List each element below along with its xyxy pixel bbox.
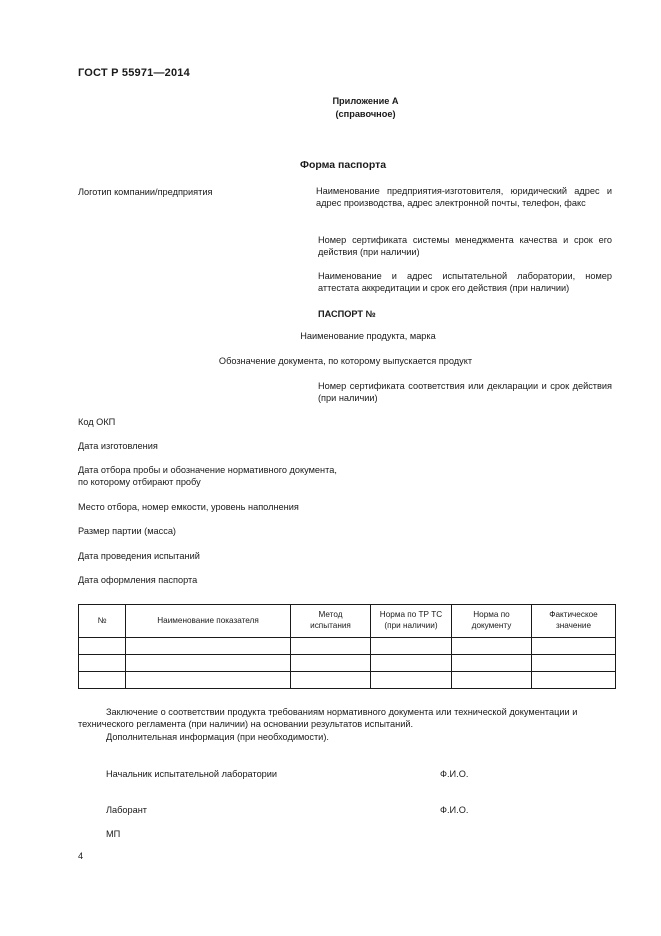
table-cell: [291, 638, 371, 655]
okp-code-label: Код ОКП: [78, 417, 116, 427]
table-cell: [79, 638, 126, 655]
laboratory-info: Наименование и адрес испытательной лаборатории, номер аттестата аккредитации и срок его действия (при наличии): [318, 271, 612, 294]
table-cell: [291, 655, 371, 672]
laborant-fio: Ф.И.О.: [440, 805, 469, 815]
table-cell: [452, 672, 532, 689]
column-header-norm-doc-line-2: документу: [471, 621, 512, 630]
column-header-norm-tr-line-1: Норма по ТР ТС: [379, 610, 443, 620]
appendix-title: Приложение А: [332, 96, 399, 106]
column-header-norm-tr-line-2: (при наличии): [384, 621, 438, 630]
column-header-norm-doc: [452, 605, 532, 638]
table-header-row: [79, 605, 616, 638]
table-cell: [532, 638, 616, 655]
table-cell: [532, 655, 616, 672]
table-cell: [126, 655, 291, 672]
table-cell: [371, 638, 452, 655]
passport-title: ПАСПОРТ №: [318, 309, 376, 319]
column-header-actual: [532, 605, 616, 638]
table-cell: [452, 638, 532, 655]
conclusion-text: Заключение о соответствии продукта требованиям нормативного документа или технической документации и технического регламента (при наличии) на основании результатов испытаний.: [78, 707, 578, 730]
column-header-norm-doc-line-1: Норма по: [473, 610, 510, 620]
stamp-place-label: МП: [106, 829, 121, 839]
standard-number: ГОСТ Р 55971—2014: [78, 67, 190, 79]
column-header-number: №: [79, 605, 126, 638]
table-cell: [79, 655, 126, 672]
batch-size-label: Размер партии (масса): [78, 526, 176, 536]
column-header-actual-line-2: значение: [555, 621, 592, 630]
appendix-heading: [0, 95, 661, 122]
table-row: [79, 638, 616, 655]
head-of-lab-label: Начальник испытательной лаборатории: [106, 769, 278, 779]
column-header-norm-tr: [371, 605, 452, 638]
column-header-method: [291, 605, 371, 638]
manufacturer-info: Наименование предприятия-изготовителя, юридический адрес и адрес производства, адрес электронной почты, телефон, факс: [316, 186, 612, 209]
form-title: Форма паспорта: [300, 159, 387, 171]
table-cell: [452, 655, 532, 672]
sampling-date-label: [78, 464, 337, 489]
quality-certificate-info: Номер сертификата системы менеджмента качества и срок его действия (при наличии): [318, 235, 612, 258]
table-cell: [532, 672, 616, 689]
table-cell: [79, 672, 126, 689]
column-header-method-line-1: Метод: [318, 610, 343, 620]
table-row: [79, 672, 616, 689]
passport-date-label: Дата оформления паспорта: [78, 575, 198, 585]
table-cell: [371, 655, 452, 672]
additional-info-text: Дополнительная информация (при необходимости).: [106, 732, 329, 742]
column-header-method-line-2: испытания: [310, 621, 351, 630]
table-row: [79, 655, 616, 672]
sampling-place-label: Место отбора, номер емкости, уровень наполнения: [78, 502, 299, 512]
test-results-table: [78, 604, 616, 689]
sampling-date-line-1: Дата отбора пробы и обозначение нормативного документа,: [78, 465, 337, 475]
page-number: 4: [78, 851, 84, 861]
appendix-subtitle: (справочное): [335, 109, 396, 120]
column-header-actual-line-1: Фактическое: [549, 610, 598, 620]
table-cell: [126, 638, 291, 655]
table-cell: [371, 672, 452, 689]
product-name-label: Наименование продукта, марка: [300, 331, 436, 341]
manufacture-date-label: Дата изготовления: [78, 441, 158, 451]
sampling-date-line-2: по которому отбирают пробу: [78, 477, 201, 488]
document-designation-label: Обозначение документа, по которому выпускается продукт: [218, 356, 473, 366]
conformity-certificate-info: Номер сертификата соответствия или декларации и срок действия (при наличии): [318, 381, 612, 404]
test-date-label: Дата проведения испытаний: [78, 551, 200, 561]
laborant-label: Лаборант: [106, 805, 148, 815]
logo-label: Логотип компании/предприятия: [78, 187, 213, 197]
head-of-lab-fio: Ф.И.О.: [440, 769, 469, 779]
column-header-indicator: Наименование показателя: [126, 605, 291, 638]
table-cell: [126, 672, 291, 689]
table-cell: [291, 672, 371, 689]
